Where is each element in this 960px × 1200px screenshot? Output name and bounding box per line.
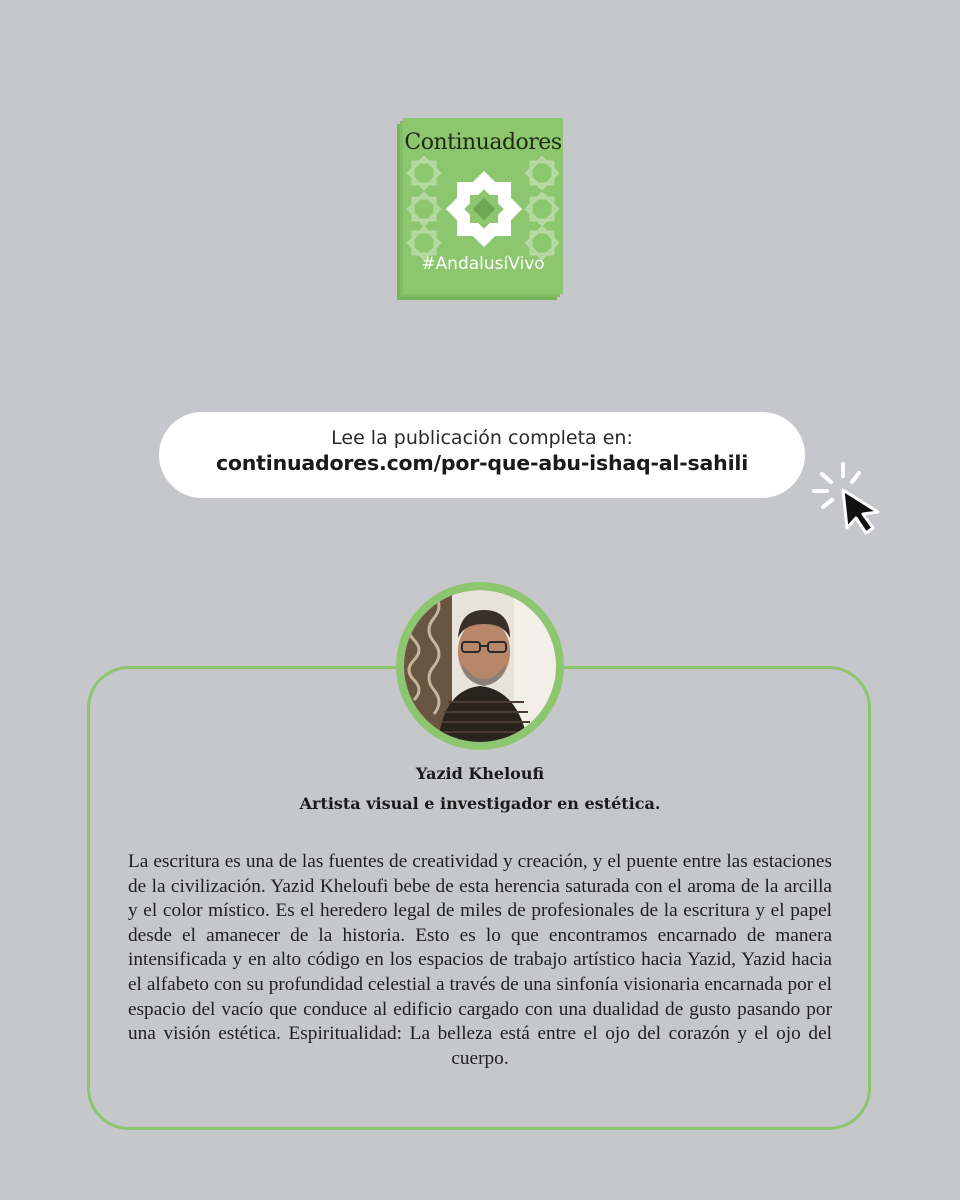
bio-text: La escritura es una de las fuentes de creatividad y creación, y el puente entre las estaciones de la civilización. Yazid Kheloufi bebe de esta herencia saturada con el aroma de la arcilla y el color místico. Es el heredero legal de miles de profesionales de la escritura y el papel desde el amanecer de la historia. Esto es lo que encontramos encarnado de manera intensificada y en alto código en los espacios de trabajo artístico hacia Yazid, Yazid hacia el alfabeto con su profundidad celestial a través de una sinfonía visionaria encarnada por el espacio del vacío que conduce al edificio cargado con una dualidad de gusto pasando por una visión estética. Espiritualidad: La belleza está entre el ojo del corazón y el ojo del cuerpo. [128, 851, 832, 1069]
bio-role: Artista visual e investigador en estética. [299, 794, 661, 813]
octagram-star-icon [443, 168, 525, 250]
logo-title: Continuadores [404, 130, 562, 155]
continuadores-logo [397, 118, 563, 302]
click-cursor-icon [810, 460, 890, 536]
publication-url-link[interactable]: continuadores.com/por-que-abu-ishaq-al-sahili [215, 451, 749, 475]
logo-tagline: #AndalusíVivo [421, 254, 545, 274]
portrait-illustration [404, 590, 556, 742]
link-lead-text: Lee la publicación completa en: [331, 427, 633, 449]
publication-link-box[interactable] [159, 412, 805, 498]
avatar [404, 590, 556, 742]
logo-face [403, 118, 563, 294]
bio-name: Yazid Kheloufi [415, 764, 545, 783]
